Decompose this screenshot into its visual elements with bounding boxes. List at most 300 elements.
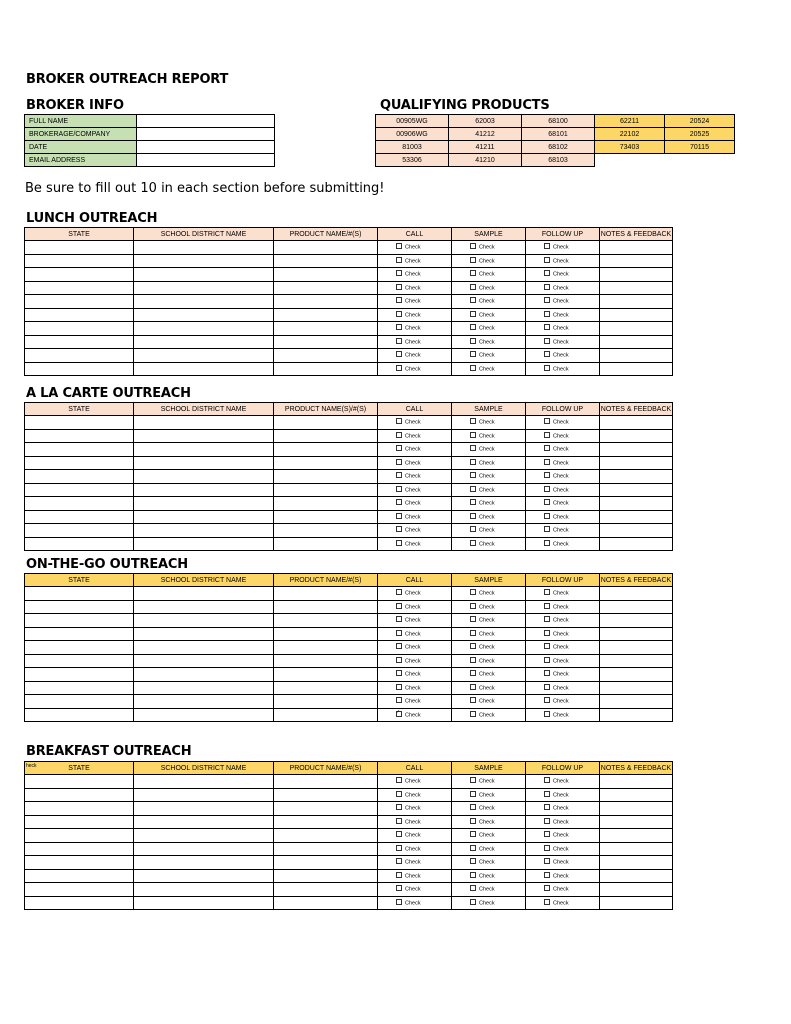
- call-checkbox[interactable]: [378, 433, 421, 439]
- school-district-input-cell[interactable]: [134, 429, 274, 443]
- state-input-cell[interactable]: [25, 268, 134, 282]
- state-input-cell[interactable]: [25, 842, 134, 856]
- school-district-input-cell[interactable]: [134, 708, 274, 722]
- product-input-cell[interactable]: [274, 537, 378, 551]
- follow-up-checkbox[interactable]: [526, 832, 569, 838]
- follow-up-checkbox[interactable]: [526, 527, 569, 533]
- notes-input-cell[interactable]: [600, 537, 673, 551]
- sample-checkbox[interactable]: [452, 244, 495, 250]
- notes-input-cell[interactable]: [600, 829, 673, 843]
- product-input-cell[interactable]: [274, 614, 378, 628]
- school-district-input-cell[interactable]: [134, 856, 274, 870]
- call-checkbox[interactable]: [378, 712, 421, 718]
- follow-up-checkbox[interactable]: [526, 805, 569, 811]
- school-district-input-cell[interactable]: [134, 254, 274, 268]
- follow-up-checkbox[interactable]: [526, 244, 569, 250]
- sample-checkbox[interactable]: [452, 271, 495, 277]
- notes-input-cell[interactable]: [600, 883, 673, 897]
- call-checkbox[interactable]: [378, 778, 421, 784]
- follow-up-checkbox[interactable]: [526, 886, 569, 892]
- product-input-cell[interactable]: [274, 295, 378, 309]
- notes-input-cell[interactable]: [600, 456, 673, 470]
- product-input-cell[interactable]: [274, 896, 378, 910]
- product-input-cell[interactable]: [274, 510, 378, 524]
- state-input-cell[interactable]: [25, 497, 134, 511]
- call-checkbox[interactable]: [378, 900, 421, 906]
- call-checkbox[interactable]: [378, 325, 421, 331]
- call-checkbox[interactable]: [378, 832, 421, 838]
- follow-up-checkbox[interactable]: [526, 446, 569, 452]
- follow-up-checkbox[interactable]: [526, 873, 569, 879]
- product-input-cell[interactable]: [274, 241, 378, 255]
- call-checkbox[interactable]: [378, 285, 421, 291]
- call-checkbox[interactable]: [378, 446, 421, 452]
- product-input-cell[interactable]: [274, 322, 378, 336]
- notes-input-cell[interactable]: [600, 281, 673, 295]
- follow-up-checkbox[interactable]: [526, 298, 569, 304]
- column-header-label: SAMPLE: [474, 230, 503, 238]
- follow-up-checkbox[interactable]: [526, 792, 569, 798]
- notes-input-cell[interactable]: [600, 869, 673, 883]
- follow-up-checkbox[interactable]: [526, 541, 569, 547]
- state-input-cell[interactable]: [25, 335, 134, 349]
- state-input-cell[interactable]: [25, 815, 134, 829]
- date-field[interactable]: [137, 141, 275, 154]
- sample-checkbox[interactable]: [452, 366, 495, 372]
- call-checkbox[interactable]: [378, 886, 421, 892]
- sample-checkbox[interactable]: [452, 352, 495, 358]
- sample-checkbox[interactable]: [452, 419, 495, 425]
- school-district-input-cell[interactable]: [134, 600, 274, 614]
- sample-checkbox[interactable]: [452, 446, 495, 452]
- product-input-cell[interactable]: [274, 856, 378, 870]
- sample-checkbox[interactable]: [452, 631, 495, 637]
- school-district-input-cell[interactable]: [134, 775, 274, 789]
- call-checkbox[interactable]: [378, 541, 421, 547]
- product-input-cell[interactable]: [274, 829, 378, 843]
- call-check-cell: [378, 896, 452, 910]
- school-district-input-cell[interactable]: [134, 295, 274, 309]
- product-input-cell[interactable]: [274, 587, 378, 601]
- product-input-cell[interactable]: [274, 308, 378, 322]
- notes-input-cell[interactable]: [600, 322, 673, 336]
- notes-input-cell[interactable]: [600, 483, 673, 497]
- school-district-input-cell[interactable]: [134, 349, 274, 363]
- follow-up-checkbox[interactable]: [526, 859, 569, 865]
- call-checkbox[interactable]: [378, 644, 421, 650]
- school-district-input-cell[interactable]: [134, 802, 274, 816]
- state-input-cell[interactable]: [25, 695, 134, 709]
- follow-up-checkbox[interactable]: [526, 846, 569, 852]
- state-input-cell[interactable]: [25, 883, 134, 897]
- school-district-input-cell[interactable]: [134, 456, 274, 470]
- follow-up-checkbox[interactable]: [526, 312, 569, 318]
- school-district-input-cell[interactable]: [134, 362, 274, 376]
- sample-checkbox[interactable]: [452, 685, 495, 691]
- call-checkbox[interactable]: [378, 698, 421, 704]
- notes-input-cell[interactable]: [600, 349, 673, 363]
- sample-checkbox[interactable]: [452, 604, 495, 610]
- product-input-cell[interactable]: [274, 654, 378, 668]
- product-input-cell[interactable]: [274, 681, 378, 695]
- notes-input-cell[interactable]: [600, 695, 673, 709]
- follow-up-checkbox[interactable]: [526, 258, 569, 264]
- call-checkbox[interactable]: [378, 685, 421, 691]
- sample-check-cell: [452, 443, 526, 457]
- sample-checkbox[interactable]: [452, 859, 495, 865]
- product-code-cell: 53306: [376, 154, 449, 167]
- state-input-cell[interactable]: [25, 614, 134, 628]
- notes-input-cell[interactable]: [600, 254, 673, 268]
- call-checkbox[interactable]: [378, 631, 421, 637]
- call-checkbox[interactable]: [378, 658, 421, 664]
- follow-up-checkbox[interactable]: [526, 514, 569, 520]
- product-input-cell[interactable]: [274, 429, 378, 443]
- product-input-cell[interactable]: [274, 456, 378, 470]
- sample-checkbox[interactable]: [452, 846, 495, 852]
- school-district-input-cell[interactable]: [134, 416, 274, 430]
- notes-input-cell[interactable]: [600, 470, 673, 484]
- product-input-cell[interactable]: [274, 335, 378, 349]
- call-checkbox[interactable]: [378, 617, 421, 623]
- product-input-cell[interactable]: [274, 883, 378, 897]
- product-input-cell[interactable]: [274, 524, 378, 538]
- follow-up-checkbox[interactable]: [526, 339, 569, 345]
- product-input-cell[interactable]: [274, 416, 378, 430]
- sample-checkbox[interactable]: [452, 541, 495, 547]
- state-input-cell[interactable]: [25, 254, 134, 268]
- call-checkbox[interactable]: [378, 473, 421, 479]
- checkbox-label: Check: [405, 433, 421, 440]
- state-input-cell[interactable]: [25, 429, 134, 443]
- call-checkbox[interactable]: [378, 419, 421, 425]
- school-district-input-cell[interactable]: [134, 587, 274, 601]
- school-district-input-cell[interactable]: [134, 483, 274, 497]
- call-checkbox[interactable]: [378, 527, 421, 533]
- product-input-cell[interactable]: [274, 842, 378, 856]
- school-district-input-cell[interactable]: [134, 681, 274, 695]
- school-district-input-cell[interactable]: [134, 497, 274, 511]
- state-input-cell[interactable]: [25, 281, 134, 295]
- product-input-cell[interactable]: [274, 775, 378, 789]
- follow-up-checkbox[interactable]: [526, 325, 569, 331]
- follow-up-checkbox[interactable]: [526, 631, 569, 637]
- state-input-cell[interactable]: [25, 654, 134, 668]
- state-input-cell[interactable]: [25, 869, 134, 883]
- sample-checkbox[interactable]: [452, 671, 495, 677]
- product-input-cell[interactable]: [274, 788, 378, 802]
- sample-checkbox[interactable]: [452, 658, 495, 664]
- notes-input-cell[interactable]: [600, 295, 673, 309]
- sample-checkbox[interactable]: [452, 590, 495, 596]
- state-input-cell[interactable]: [25, 829, 134, 843]
- call-checkbox[interactable]: [378, 514, 421, 520]
- school-district-input-cell[interactable]: [134, 322, 274, 336]
- call-checkbox[interactable]: [378, 487, 421, 493]
- state-input-cell[interactable]: [25, 362, 134, 376]
- table-row: [25, 600, 673, 614]
- school-district-input-cell[interactable]: [134, 470, 274, 484]
- notes-input-cell[interactable]: [600, 641, 673, 655]
- state-input-cell[interactable]: [25, 681, 134, 695]
- state-input-cell[interactable]: [25, 295, 134, 309]
- follow-up-checkbox[interactable]: [526, 271, 569, 277]
- state-input-cell[interactable]: [25, 524, 134, 538]
- state-input-cell[interactable]: [25, 896, 134, 910]
- school-district-input-cell[interactable]: [134, 308, 274, 322]
- call-checkbox[interactable]: [378, 258, 421, 264]
- state-input-cell[interactable]: [25, 600, 134, 614]
- school-district-input-cell[interactable]: [134, 268, 274, 282]
- school-district-input-cell[interactable]: [134, 241, 274, 255]
- notes-input-cell[interactable]: [600, 627, 673, 641]
- notes-input-cell[interactable]: [600, 775, 673, 789]
- state-input-cell[interactable]: [25, 456, 134, 470]
- state-input-cell[interactable]: [25, 443, 134, 457]
- follow-up-checkbox[interactable]: [526, 352, 569, 358]
- product-input-cell[interactable]: [274, 362, 378, 376]
- follow-up-checkbox[interactable]: [526, 590, 569, 596]
- school-district-input-cell[interactable]: [134, 842, 274, 856]
- state-input-cell[interactable]: [25, 416, 134, 430]
- school-district-input-cell[interactable]: [134, 788, 274, 802]
- state-input-cell[interactable]: [25, 510, 134, 524]
- sample-check-cell: [452, 362, 526, 376]
- sample-checkbox[interactable]: [452, 900, 495, 906]
- sample-checkbox[interactable]: [452, 473, 495, 479]
- sample-checkbox[interactable]: [452, 712, 495, 718]
- notes-input-cell[interactable]: [600, 416, 673, 430]
- school-district-input-cell[interactable]: [134, 654, 274, 668]
- school-district-input-cell[interactable]: [134, 883, 274, 897]
- call-checkbox[interactable]: [378, 873, 421, 879]
- notes-input-cell[interactable]: [600, 815, 673, 829]
- notes-input-cell[interactable]: [600, 668, 673, 682]
- call-checkbox[interactable]: [378, 339, 421, 345]
- follow-up-checkbox[interactable]: [526, 473, 569, 479]
- sample-checkbox[interactable]: [452, 778, 495, 784]
- follow-up-checkbox[interactable]: [526, 604, 569, 610]
- state-input-cell[interactable]: [25, 775, 134, 789]
- sample-checkbox[interactable]: [452, 832, 495, 838]
- product-input-cell[interactable]: [274, 483, 378, 497]
- notes-input-cell[interactable]: [600, 308, 673, 322]
- notes-input-cell[interactable]: [600, 510, 673, 524]
- product-input-cell[interactable]: [274, 695, 378, 709]
- follow-up-checkbox[interactable]: [526, 644, 569, 650]
- notes-input-cell[interactable]: [600, 524, 673, 538]
- call-checkbox[interactable]: [378, 460, 421, 466]
- notes-input-cell[interactable]: [600, 429, 673, 443]
- follow-up-checkbox[interactable]: [526, 712, 569, 718]
- state-input-cell[interactable]: [25, 537, 134, 551]
- notes-input-cell[interactable]: [600, 708, 673, 722]
- state-input-cell[interactable]: [25, 587, 134, 601]
- school-district-input-cell[interactable]: [134, 614, 274, 628]
- state-input-cell[interactable]: [25, 308, 134, 322]
- checkbox-icon: [544, 499, 550, 505]
- notes-input-cell[interactable]: [600, 802, 673, 816]
- product-input-cell[interactable]: [274, 497, 378, 511]
- state-input-cell[interactable]: [25, 708, 134, 722]
- checkbox-label: Check: [405, 617, 421, 624]
- call-checkbox[interactable]: [378, 604, 421, 610]
- school-district-input-cell[interactable]: [134, 641, 274, 655]
- school-district-input-cell[interactable]: [134, 627, 274, 641]
- product-input-cell[interactable]: [274, 281, 378, 295]
- school-district-input-cell[interactable]: [134, 815, 274, 829]
- sample-checkbox[interactable]: [452, 433, 495, 439]
- notes-input-cell[interactable]: [600, 241, 673, 255]
- notes-input-cell[interactable]: [600, 681, 673, 695]
- school-district-input-cell[interactable]: [134, 524, 274, 538]
- state-input-cell[interactable]: [25, 802, 134, 816]
- product-input-cell[interactable]: [274, 349, 378, 363]
- school-district-input-cell[interactable]: [134, 829, 274, 843]
- notes-input-cell[interactable]: [600, 268, 673, 282]
- product-input-cell[interactable]: [274, 443, 378, 457]
- follow-up-checkbox[interactable]: [526, 419, 569, 425]
- call-checkbox[interactable]: [378, 819, 421, 825]
- notes-input-cell[interactable]: [600, 788, 673, 802]
- school-district-input-cell[interactable]: [134, 335, 274, 349]
- sample-checkbox[interactable]: [452, 339, 495, 345]
- product-input-cell[interactable]: [274, 869, 378, 883]
- column-header-notes: [600, 228, 673, 241]
- school-district-input-cell[interactable]: [134, 537, 274, 551]
- notes-input-cell[interactable]: [600, 497, 673, 511]
- call-checkbox[interactable]: [378, 792, 421, 798]
- brokerage-company-field[interactable]: [137, 128, 275, 141]
- sample-checkbox[interactable]: [452, 325, 495, 331]
- call-checkbox[interactable]: [378, 244, 421, 250]
- state-input-cell[interactable]: [25, 349, 134, 363]
- sample-checkbox[interactable]: [452, 285, 495, 291]
- follow-up-checkbox[interactable]: [526, 366, 569, 372]
- notes-input-cell[interactable]: [600, 842, 673, 856]
- sample-checkbox[interactable]: [452, 873, 495, 879]
- sample-checkbox[interactable]: [452, 792, 495, 798]
- sample-checkbox[interactable]: [452, 500, 495, 506]
- product-input-cell[interactable]: [274, 268, 378, 282]
- state-input-cell[interactable]: [25, 856, 134, 870]
- product-input-cell[interactable]: [274, 627, 378, 641]
- notes-input-cell[interactable]: [600, 443, 673, 457]
- call-checkbox[interactable]: [378, 271, 421, 277]
- notes-input-cell[interactable]: [600, 362, 673, 376]
- sample-checkbox[interactable]: [452, 514, 495, 520]
- checkbox-label: Check: [479, 846, 495, 853]
- product-code-cell: 41212: [449, 128, 522, 141]
- call-checkbox[interactable]: [378, 352, 421, 358]
- follow-up-checkbox[interactable]: [526, 460, 569, 466]
- state-input-cell[interactable]: [25, 627, 134, 641]
- call-checkbox[interactable]: [378, 846, 421, 852]
- follow-up-checkbox[interactable]: [526, 617, 569, 623]
- notes-input-cell[interactable]: [600, 896, 673, 910]
- checkbox-icon: [544, 526, 550, 532]
- call-checkbox[interactable]: [378, 312, 421, 318]
- school-district-input-cell[interactable]: [134, 695, 274, 709]
- state-input-cell[interactable]: [25, 483, 134, 497]
- follow-up-checkbox[interactable]: [526, 671, 569, 677]
- state-input-cell[interactable]: [25, 322, 134, 336]
- sample-checkbox[interactable]: [452, 527, 495, 533]
- state-input-cell[interactable]: [25, 668, 134, 682]
- full-name-field[interactable]: [137, 115, 275, 128]
- product-input-cell[interactable]: [274, 470, 378, 484]
- sample-checkbox[interactable]: [452, 298, 495, 304]
- follow-up-checkbox[interactable]: [526, 778, 569, 784]
- product-input-cell[interactable]: [274, 668, 378, 682]
- school-district-input-cell[interactable]: [134, 510, 274, 524]
- call-checkbox[interactable]: [378, 859, 421, 865]
- sample-checkbox[interactable]: [452, 312, 495, 318]
- notes-input-cell[interactable]: [600, 856, 673, 870]
- notes-input-cell[interactable]: [600, 654, 673, 668]
- notes-input-cell[interactable]: [600, 335, 673, 349]
- school-district-input-cell[interactable]: [134, 896, 274, 910]
- sample-checkbox[interactable]: [452, 487, 495, 493]
- call-checkbox[interactable]: [378, 805, 421, 811]
- product-input-cell[interactable]: [274, 600, 378, 614]
- follow-up-checkbox[interactable]: [526, 900, 569, 906]
- school-district-input-cell[interactable]: [134, 668, 274, 682]
- call-checkbox[interactable]: [378, 366, 421, 372]
- sample-checkbox[interactable]: [452, 886, 495, 892]
- follow-up-checkbox[interactable]: [526, 658, 569, 664]
- follow-up-checkbox[interactable]: [526, 285, 569, 291]
- call-checkbox[interactable]: [378, 298, 421, 304]
- product-input-cell[interactable]: [274, 802, 378, 816]
- state-input-cell[interactable]: [25, 788, 134, 802]
- notes-input-cell[interactable]: [600, 600, 673, 614]
- product-input-cell[interactable]: [274, 815, 378, 829]
- checkbox-label: Check: [479, 617, 495, 624]
- follow-up-checkbox[interactable]: [526, 433, 569, 439]
- sample-checkbox[interactable]: [452, 698, 495, 704]
- sample-checkbox[interactable]: [452, 460, 495, 466]
- sample-checkbox[interactable]: [452, 819, 495, 825]
- school-district-input-cell[interactable]: [134, 869, 274, 883]
- sample-checkbox[interactable]: [452, 617, 495, 623]
- product-input-cell[interactable]: [274, 254, 378, 268]
- notes-input-cell[interactable]: [600, 587, 673, 601]
- call-checkbox[interactable]: [378, 500, 421, 506]
- product-input-cell[interactable]: [274, 641, 378, 655]
- call-checkbox[interactable]: [378, 671, 421, 677]
- state-input-cell[interactable]: [25, 470, 134, 484]
- follow-up-checkbox[interactable]: [526, 487, 569, 493]
- follow-up-checkbox[interactable]: [526, 698, 569, 704]
- notes-input-cell[interactable]: [600, 614, 673, 628]
- sample-checkbox[interactable]: [452, 644, 495, 650]
- follow-up-checkbox[interactable]: [526, 685, 569, 691]
- product-input-cell[interactable]: [274, 708, 378, 722]
- state-input-cell[interactable]: [25, 241, 134, 255]
- sample-checkbox[interactable]: [452, 258, 495, 264]
- sample-checkbox[interactable]: [452, 805, 495, 811]
- school-district-input-cell[interactable]: [134, 281, 274, 295]
- school-district-input-cell[interactable]: [134, 443, 274, 457]
- follow-up-checkbox[interactable]: [526, 819, 569, 825]
- call-checkbox[interactable]: [378, 590, 421, 596]
- product-code-cell: 68103: [522, 154, 595, 167]
- email-address-field[interactable]: [137, 154, 275, 167]
- follow-up-checkbox[interactable]: [526, 500, 569, 506]
- state-input-cell[interactable]: [25, 641, 134, 655]
- call-check-cell: [378, 587, 452, 601]
